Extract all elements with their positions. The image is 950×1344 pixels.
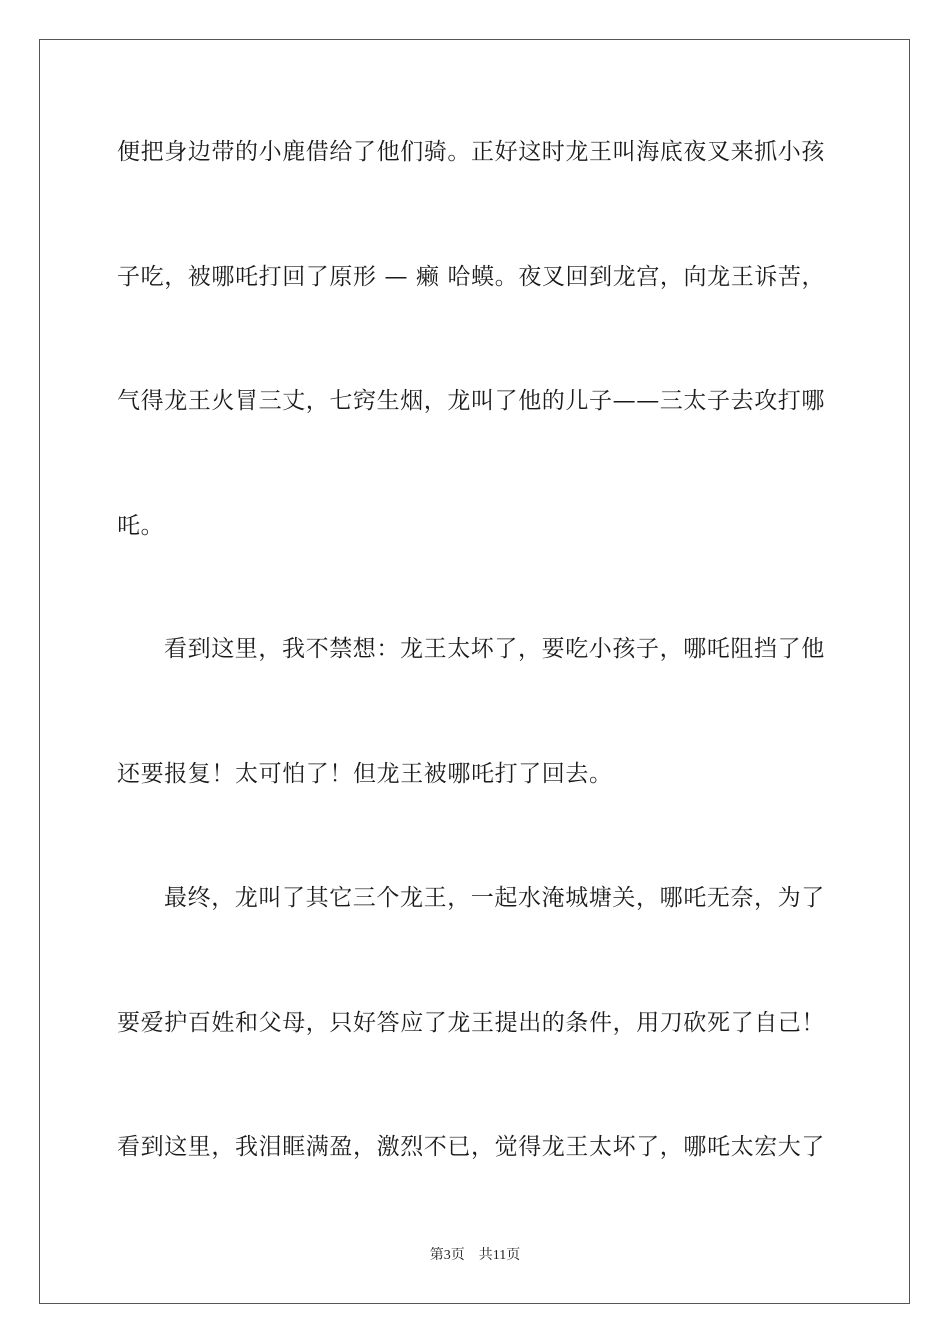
page-number: 第3页 bbox=[429, 1248, 465, 1263]
text-line-3: 气得龙王火冒三丈，七窍生烟，龙叫了他的儿子——三太子去攻打哪 bbox=[117, 388, 825, 414]
text-line-7: 最终，龙叫了其它三个龙王，一起水淹城塘关，哪吒无奈，为了 bbox=[164, 885, 825, 911]
text-line-1: 便把身边带的小鹿借给了他们骑。正好这时龙王叫海底夜叉来抓小孩 bbox=[117, 139, 825, 165]
text-line-9: 看到这里，我泪眶满盈，激烈不已，觉得龙王太坏了，哪吒太宏大了 bbox=[117, 1134, 825, 1160]
text-line-4: 吒。 bbox=[117, 513, 165, 539]
text-line-8: 要爱护百姓和父母，只好答应了龙王提出的条件，用刀砍死了自己！ bbox=[117, 1010, 825, 1036]
page-total: 共11页 bbox=[478, 1248, 521, 1263]
page-border bbox=[39, 39, 910, 1304]
text-line-6: 还要报复！太可怕了！但龙王被哪吒打了回去。 bbox=[117, 761, 613, 787]
page-footer bbox=[0, 1247, 950, 1265]
text-line-5: 看到这里，我不禁想：龙王太坏了，要吃小孩子，哪吒阻挡了他 bbox=[164, 636, 825, 662]
text-line-2: 子吃，被哪吒打回了原形 — 癞 哈蟆。夜叉回到龙宫，向龙王诉苦， bbox=[117, 264, 826, 290]
